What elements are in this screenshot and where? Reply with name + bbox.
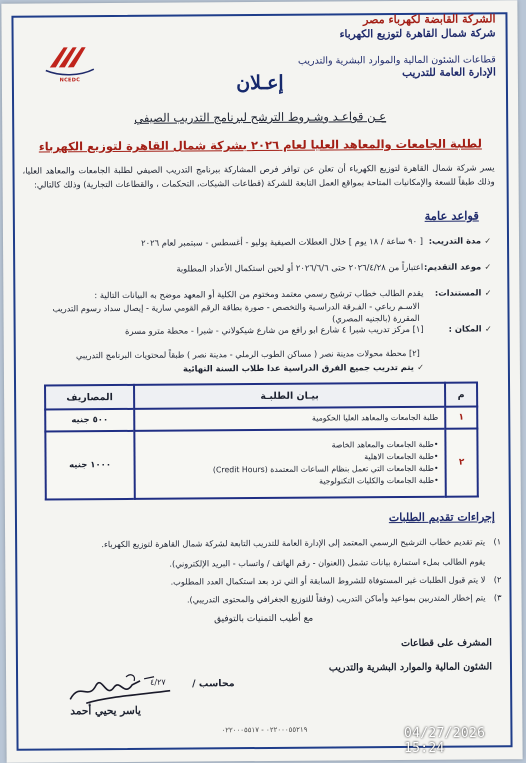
place-two: [٢] محطة محولات مدينة نصر ( مساكن الطوب الرملي - مدينة نصر ) طبقاً لمحتويات البرنامج التدريبي — [75, 347, 420, 361]
rule-note — [34, 361, 424, 377]
header-index: م — [445, 382, 477, 406]
supervisor-block — [329, 636, 492, 675]
row-index: ١ — [445, 406, 477, 428]
procedures-heading: إجراءات تقديم الطلبات — [388, 510, 495, 525]
note-text: يتم تدريب جميع الفرق الدراسية عدا طلاب السنة النهائية — [182, 361, 414, 374]
check-icon: ✓ — [417, 362, 424, 372]
footer-phones: ٠٢٢٠٠٠٥٥٢١٩ - ٠٢٢٠٠٠٥٥١٧ — [221, 725, 308, 735]
handwritten-date: ٤/٢٧ — [150, 677, 166, 687]
row-description — [134, 429, 445, 499]
procedure-text: لا يتم قبول الطلبات غير المستوفاة للشروط السابقة أو التي ترد بعد استكمال العدد المطلوب. — [170, 574, 486, 587]
check-icon: ✓ — [484, 236, 492, 246]
table-row — [45, 428, 477, 499]
rule-label: المكان : — [448, 323, 482, 334]
row-index: ٢ — [445, 428, 477, 496]
department-name: الإدارة العامة للتدريب — [402, 66, 496, 80]
signer-name: ياسر يحيي أحمد — [70, 704, 141, 718]
documents-detail: الاسـم رباعي - الفـرقة الدراسـية والتخصص - صورة بطاقة الرقم القومي سارية - إيصال سداد رسوم التدريب المقررة (بالجنيه المصري) — [52, 300, 420, 324]
table-header-row — [45, 382, 477, 409]
description-line: طلبة الجامعات والمعاهد العليا الحكومية — [311, 412, 439, 423]
header-description: بيـان الطلبـة — [134, 383, 445, 409]
accountant-title: محاسب / — [192, 678, 235, 690]
company-name: شركة شمال القاهرة لتوزيع الكهرباء — [339, 27, 496, 41]
intro-paragraph: يسر شركة شمال القاهرة لتوزيع الكهرباء أن تعلن عن توافر فرص المشاركة ببرنامج التدريب الصيفي لطلبة الجامعات والمعاهد العليا، وذلك طبقاً للسعة والإمكانيات المتاحة بمواقع العمل التابعة للشركة (قطاعات الشبكات، التحكمات ، والقطاعات التجارية) وذلك كالتالي: — [22, 162, 495, 190]
announcement-title: إعـلان — [236, 71, 284, 95]
document-sheet — [1, 0, 522, 763]
procedure-number: ١) — [493, 536, 502, 547]
rule-label: مدة التدريب: — [428, 235, 482, 246]
general-rules-heading: قواعد عامة — [424, 208, 479, 223]
description-line: •طلبة الجامعات والمعاهد الخاصة — [331, 439, 439, 450]
procedure-text: يتم إخطار المتدربين بمواعيد وأماكن التدريب (وفقاً للتوزيع الجغرافي والمحتوى التدريبي). — [186, 592, 486, 605]
holding-company: الشركة القابضة لكهرباء مصر — [363, 12, 496, 27]
photo-timestamp: 04/27/2026 15:24 — [404, 726, 486, 756]
row-fee: ٥٠٠ جنيه — [45, 409, 134, 432]
check-icon: ✓ — [484, 288, 492, 298]
logo-text: NCEDC — [59, 77, 81, 84]
supervisor-title: المشرف على قطاعات — [401, 637, 492, 650]
check-icon: ✓ — [484, 324, 492, 334]
description-line: •طلبة الجامعات الاهلية — [364, 451, 439, 462]
table-row — [45, 406, 477, 431]
procedure-number: ٣) — [493, 592, 502, 603]
row-description — [134, 407, 445, 431]
fees-table — [44, 381, 479, 500]
procedure-number: ٢) — [493, 574, 502, 585]
supervisor-department: الشئون المالية والموارد البشرية والتدريب — [328, 661, 493, 674]
header-fees: المصاريف — [45, 385, 134, 410]
rule-label: موعد التقديم: — [423, 261, 482, 272]
rule-value: يقدم الطالب خطاب ترشيح رسمي معتمد ومختوم من الكلية أو المعهد موضح به البيانات التالية : — [94, 287, 424, 301]
row-fee: ١٠٠٠ جنيه — [45, 431, 134, 500]
closing-text: مع أطيب التمنيات بالتوفيق — [214, 613, 314, 625]
announcement-subtitle: عـن قواعـد وشـروط الترشح لبرنامج التدريب الصيفي — [134, 109, 387, 125]
rule-value: اعتباراً من ٢٠٢٦/٤/٢٨ حتى ٢٠٢٦/٦/٦ أو لحين استكمال الأعداد المطلوبة — [176, 261, 424, 274]
rule-value: [١] مركز تدريب شبرا ٤ شارع ابو رافع من شارع شيكولاني - شبرا - محطة مترو مسرة — [124, 323, 424, 336]
description-line: •طلبة الجامعات والكليات التكنولوجية — [319, 475, 439, 486]
procedure-text: يقوم الطالب بملء استمارة بيانات تشمل (العنوان - رقم الهاتف / واتساب - البريد الإلكتروني). — [169, 556, 486, 569]
check-icon: ✓ — [484, 262, 492, 272]
rule-value: [ ٩٠ ساعة / ١٨ يوم ] خلال العطلات الصيفية يوليو - أغسطس - سبتمبر لعام ٢٠٢٦ — [141, 235, 424, 248]
target-audience: لطلبة الجامعات والمعاهد العليا لعام ٢٠٢٦ بشركة شمال القاهرة لتوزيع الكهرباء — [38, 136, 482, 154]
rule-label: المستندات: — [434, 287, 482, 298]
procedure-text: يتم تقديم خطاب الترشيح الرسمي المعتمد إلى الإدارة العامة للتدريب التابعة لشركة شمال القاهرة لتوزيع الكهرباء. — [101, 536, 486, 550]
description-line: •طلبة الجامعات التي تعمل بنظام الساعات المعتمدة (Credit Hours) — [212, 463, 439, 475]
handwritten-signature — [66, 671, 176, 710]
sector-name: قطاعات الشئون المالية والموارد البشرية والتدريب — [297, 54, 496, 67]
